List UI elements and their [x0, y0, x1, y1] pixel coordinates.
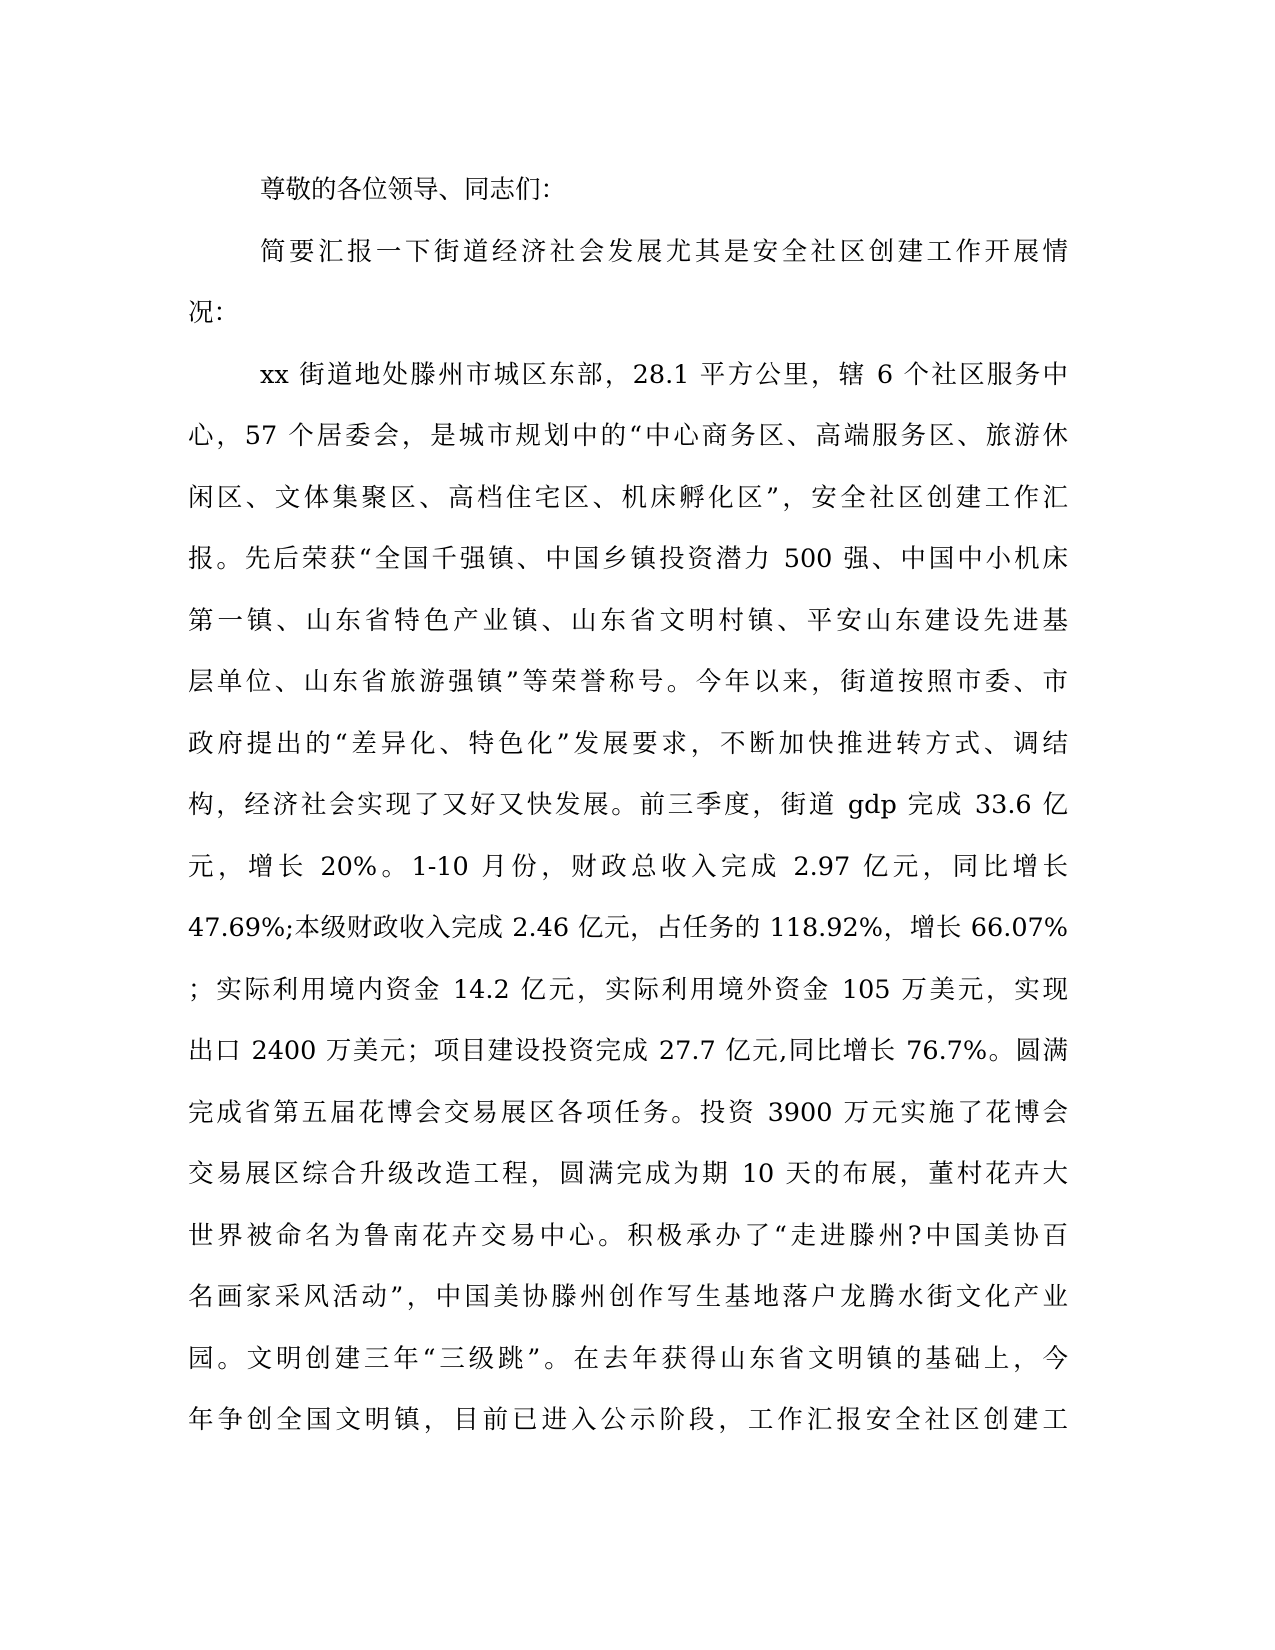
body-line-7: 政府提出的“差异化、特色化”发展要求，不断加快推进转方式、调结	[188, 728, 1068, 759]
body-line-16: 名画家采风活动”，中国美协滕州创作写生基地落户龙腾水街文化产业	[188, 1282, 1068, 1312]
body-line-1: xx 街道地处滕州市城区东部，28.1 平方公里，辖 6 个社区服务中	[260, 359, 1068, 390]
body-line-8: 构，经济社会实现了又好又快发展。前三季度，街道 gdp 完成 33.6 亿	[188, 790, 1068, 820]
body-line-14: 交易展区综合升级改造工程，圆满完成为期 10 天的布展，董村花卉大	[188, 1159, 1068, 1189]
body-line-4: 报。先后荣获“全国千强镇、中国乡镇投资潜力 500 强、中国中小机床	[188, 544, 1068, 574]
body-line-11: ；实际利用境内资金 14.2 亿元，实际利用境外资金 105 万美元，实现	[188, 974, 1068, 1005]
body-line-2: 心，57 个居委会，是城市规划中的“中心商务区、高端服务区、旅游休	[188, 421, 1068, 451]
body-line-17: 园。文明创建三年“三级跳”。在去年获得山东省文明镇的基础上，今	[188, 1343, 1068, 1374]
body-line-13: 完成省第五届花博会交易展区各项任务。投资 3900 万元实施了花博会	[188, 1097, 1068, 1128]
body-line-9: 元，增长 20%。1-10 月份，财政总收入完成 2.97 亿元，同比增长	[188, 851, 1068, 882]
document-body	[188, 160, 1068, 1452]
body-line-10: 47.69%;本级财政收入完成 2.46 亿元，占任务的 118.92%，增长 66.07%	[188, 913, 1068, 943]
intro-line-1: 简要汇报一下街道经济社会发展尤其是安全社区创建工作开展情	[260, 236, 1068, 267]
intro-line-2: 况：	[188, 298, 240, 328]
body-line-18: 年争创全国文明镇，目前已进入公示阶段，工作汇报安全社区创建工	[188, 1405, 1068, 1435]
body-line-3: 闲区、文体集聚区、高档住宅区、机床孵化区”，安全社区创建工作汇	[188, 482, 1068, 513]
salutation: 尊敬的各位领导、同志们：	[260, 175, 567, 205]
body-line-12: 出口 2400 万美元；项目建设投资完成 27.7 亿元,同比增长 76.7%。圆满	[188, 1036, 1068, 1066]
body-line-6: 层单位、山东省旅游强镇”等荣誉称号。今年以来，街道按照市委、市	[188, 667, 1068, 697]
body-line-5: 第一镇、山东省特色产业镇、山东省文明村镇、平安山东建设先进基	[188, 605, 1068, 636]
body-line-15: 世界被命名为鲁南花卉交易中心。积极承办了“走进滕州?中国美协百	[188, 1220, 1068, 1251]
